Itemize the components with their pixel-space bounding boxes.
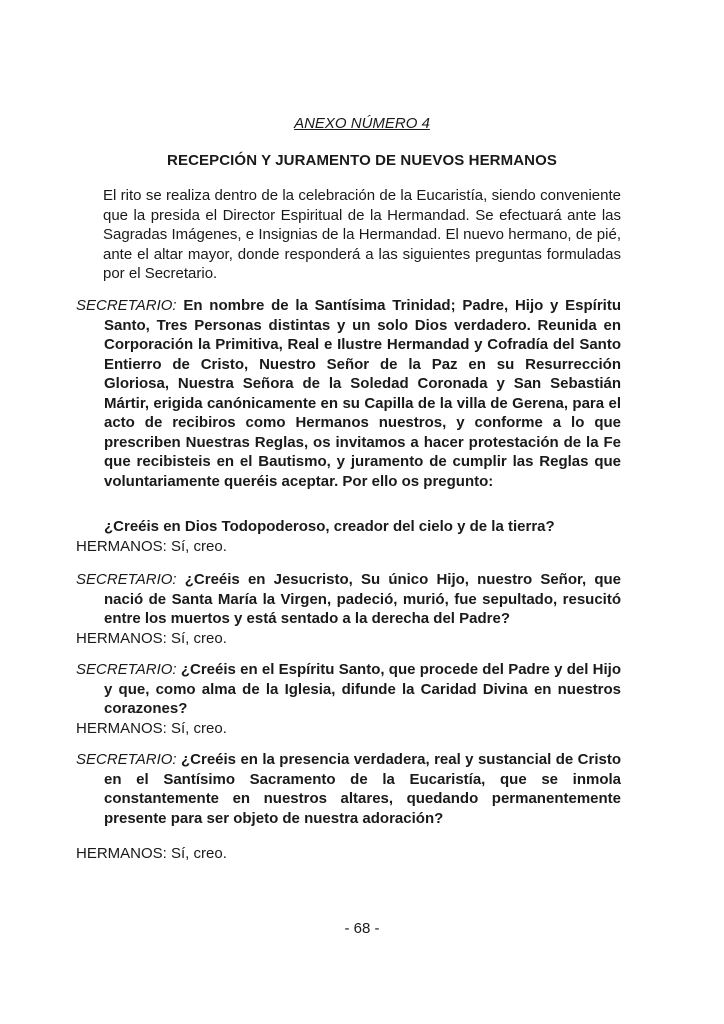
secretary-label: SECRETARIO: <box>76 661 177 678</box>
secretary-label: SECRETARIO: <box>76 571 177 588</box>
opening-speech: En nombre de la Santísima Trinidad; Padre, Hijo y Espíritu Santo, Tres Personas distintas y un solo Dios verdadero. Reunida en Corporación la Primitiva, Real e Ilustre Hermandad y Cofradía del Santo Entierro de Cristo, Nuestro Señor de la Paz en su Resurrección Gloriosa, Nuestra Señora de la Soledad Coronada y San Sebastián Mártir, erigida canónicamente en su Capilla de la villa de Gerena, para el acto de recibiros como Hermanos nuestros, y conforme a lo que prescriben Nuestras Reglas, os invitamos a hacer protestación de la Fe que recibisteis en el Bautismo, y juramento de cumplir las Reglas que voluntariamente queréis aceptar. Por ello os pregunto: <box>104 297 622 490</box>
question4-text: ¿Creéis en la presencia verdadera, real y sustancial de Cristo en el Santísimo Sacramento de la Eucaristía, que se inmola constantemente en nuestros altares, quedando permanentemente presente para ser objeto de nuestra adoración? <box>104 751 621 827</box>
question1-text: ¿Creéis en Dios Todopoderoso, creador del cielo y de la tierra? <box>104 518 555 535</box>
secretary-label: SECRETARIO: <box>76 751 177 768</box>
question2-block <box>76 570 621 648</box>
page-number: - 68 - <box>344 920 380 937</box>
question1-block <box>76 517 621 556</box>
answer2-text: HERMANOS: Sí, creo. <box>76 629 227 647</box>
question2-turn <box>76 570 621 629</box>
secretary-label: SECRETARIO: <box>76 297 177 314</box>
question3-block <box>76 660 621 738</box>
opening-turn <box>76 296 621 491</box>
opening-block <box>76 296 621 491</box>
answer3-text: HERMANOS: Sí, creo. <box>76 719 227 737</box>
question2-text: ¿Creéis en Jesucristo, Su único Hijo, nuestro Señor, que nació de Santa María la Virgen, padeció, murió, fue sepultado, resucitó entre los muertos y está sentado a la derecha del Padre? <box>104 571 621 627</box>
question3-text: ¿Creéis en el Espíritu Santo, que procede del Padre y del Hijo y que, como alma de la Iglesia, difunde la Caridad Divina en nuestros corazones? <box>104 661 621 717</box>
question3-turn <box>76 660 621 719</box>
intro-paragraph: El rito se realiza dentro de la celebración de la Eucaristía, siendo conveniente que la presida el Director Espiritual de la Hermandad. Se efectuará ante las Sagradas Imágenes, e Insignias de la Hermandad. El nuevo hermano, de pié, ante el altar mayor, donde responderá a las siguientes preguntas formuladas por el Secretario. <box>103 187 621 282</box>
answer4-text: HERMANOS: Sí, creo. <box>76 845 227 862</box>
question4-block <box>76 750 621 828</box>
answer4-block <box>76 844 621 864</box>
section-title: RECEPCIÓN Y JURAMENTO DE NUEVOS HERMANOS <box>167 152 557 169</box>
question4-turn <box>76 750 621 828</box>
annex-title: ANEXO NÚMERO 4 <box>294 115 430 132</box>
answer1-text: HERMANOS: Sí, creo. <box>76 537 227 555</box>
